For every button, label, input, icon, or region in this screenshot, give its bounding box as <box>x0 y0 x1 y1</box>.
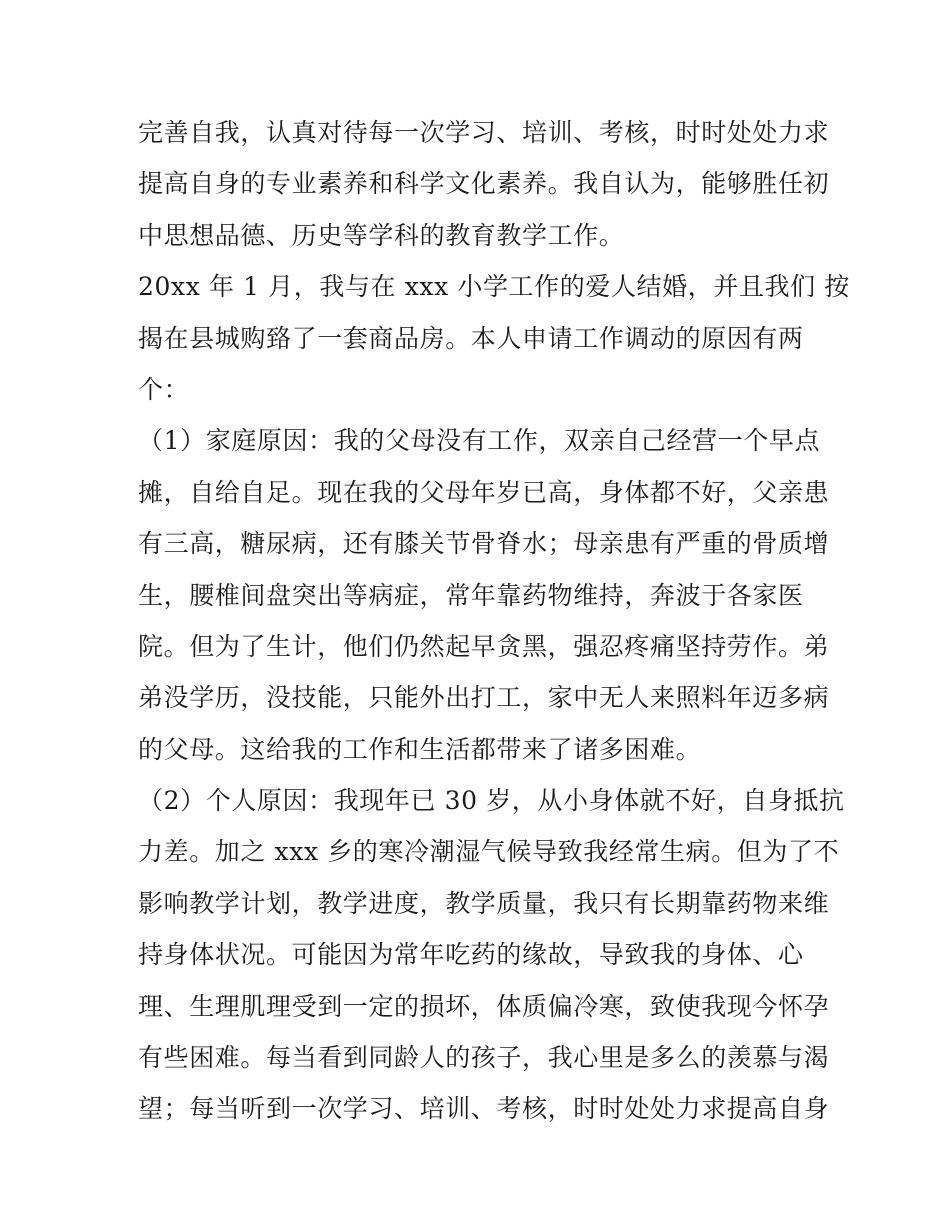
text-line: （2）个人原因：我现年已 30 岁，从小身体就不好，自身抵抗 <box>138 786 845 816</box>
text-line: 个： <box>138 374 190 404</box>
text-line: 生，腰椎间盘突出等病症，常年靠药物维持，奔波于各家医 <box>138 580 804 610</box>
text-line: 20xx 年 1 月，我与在 xxx 小学工作的爱人结婚，并且我们 按 <box>138 272 850 302</box>
text-line: 力差。加之 xxx 乡的寒冷潮湿气候导致我经常生病。但为了不 <box>138 837 840 867</box>
text-line: 完善自我，认真对待每一次学习、培训、考核，时时处处力求 <box>138 118 830 147</box>
text-line: 持身体状况。可能因为常年吃药的缘故，导致我的身体、心 <box>138 940 804 970</box>
text-line: 有三高，糖尿病，还有膝关节骨脊水；母亲患有严重的骨质增 <box>138 529 830 559</box>
text-line: 摊，自给自足。现在我的父母年岁已高，身体都不好，父亲患 <box>138 477 830 507</box>
text-line: 理、生理肌理受到一定的损坏，体质偏冷寒，致使我现今怀孕 <box>138 991 830 1021</box>
text-line: 的父母。这给我的工作和生活都带来了诸多困难。 <box>138 734 702 764</box>
text-line: 弟没学历，没技能，只能外出打工，家中无人来照料年迈多病 <box>138 683 830 713</box>
text-line: 提高自身的专业素养和科学文化素养。我自认为，能够胜任初 <box>138 169 830 199</box>
text-line: （1）家庭原因：我的父母没有工作，双亲自己经营一个早点 <box>138 426 821 456</box>
text-line: 中思想品德、历史等学科的教育教学工作。 <box>138 220 625 250</box>
document-body <box>138 107 850 1135</box>
text-line: 揭在县城购臵了一套商品房。本人申请工作调动的原因有两 <box>138 323 804 353</box>
text-line: 望；每当听到一次学习、培训、考核，时时处处力求提高自身 <box>138 1094 830 1124</box>
text-line: 影响教学计划，教学进度，教学质量，我只有长期靠药物来维 <box>138 888 830 918</box>
text-line: 院。但为了生计，他们仍然起早贪黑，强忍疼痛坚持劳作。弟 <box>138 631 830 661</box>
text-line: 有些困难。每当看到同龄人的孩子，我心里是多么的羡慕与渴 <box>138 1043 830 1073</box>
